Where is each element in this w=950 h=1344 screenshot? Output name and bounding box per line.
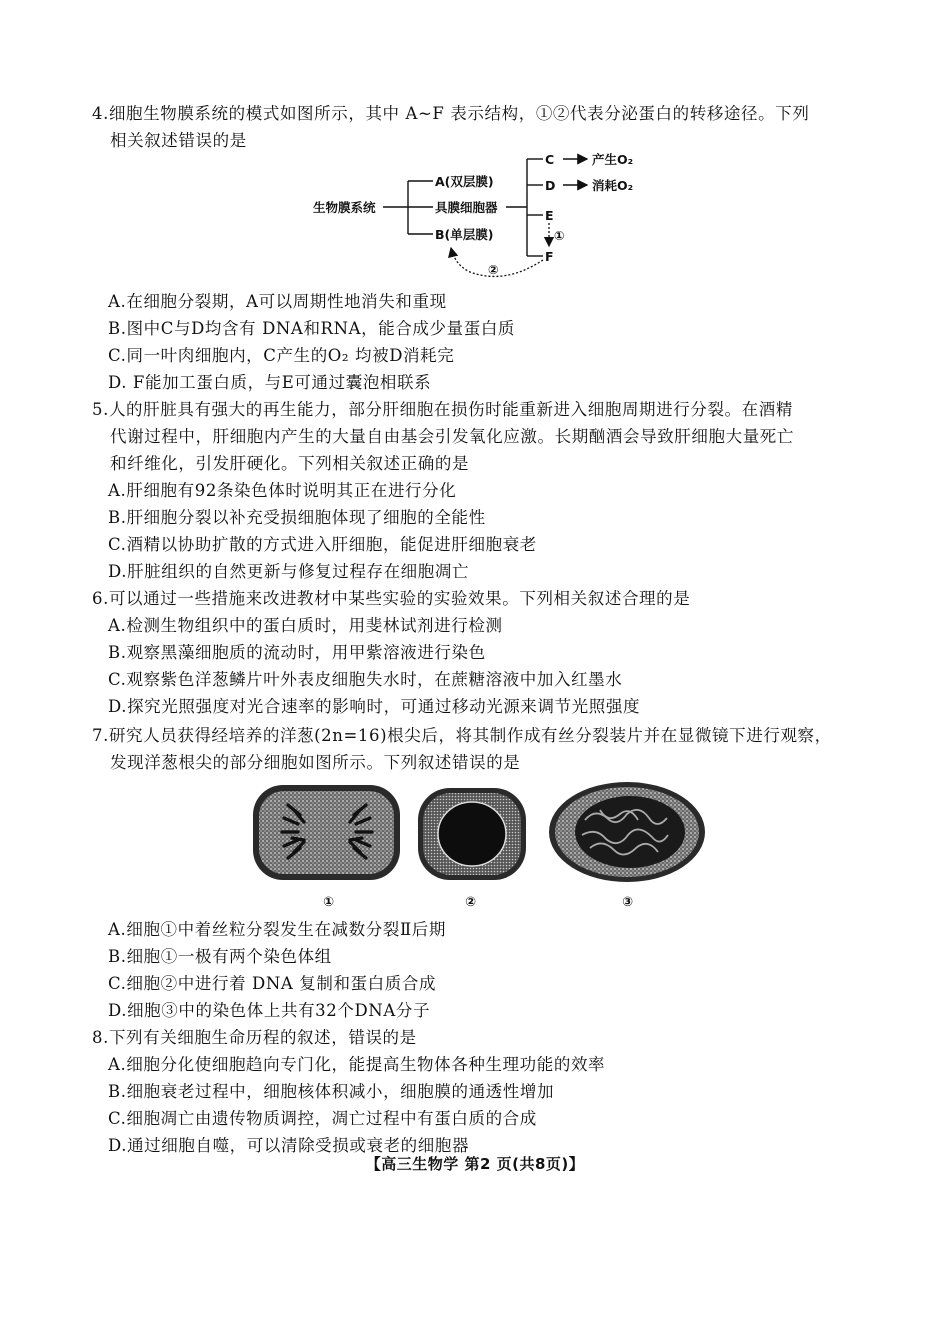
diagram-label-b: B(单层膜) <box>435 227 494 242</box>
q7-option-c: C.细胞②中进行着 DNA 复制和蛋白质合成 <box>108 974 437 993</box>
q8-stem-line1: 8.下列有关细胞生命历程的叙述，错误的是 <box>92 1028 417 1047</box>
q4-option-c: C.同一叶肉细胞内，C产生的O₂ 均被D消耗完 <box>108 346 455 365</box>
q7-stem-line2: 发现洋葱根尖的部分细胞如图所示。下列叙述错误的是 <box>110 753 521 772</box>
q4-option-a: A.在细胞分裂期，A可以周期性地消失和重现 <box>108 292 447 311</box>
diagram-label-d: D <box>545 178 556 193</box>
diagram-label-a: A(双层膜) <box>435 174 494 189</box>
q5-option-d: D.肝脏组织的自然更新与修复过程存在细胞凋亡 <box>108 562 470 581</box>
q8-option-c: C.细胞凋亡由遗传物质调控，凋亡过程中有蛋白质的合成 <box>108 1109 537 1128</box>
cell-1-image <box>253 785 400 880</box>
diagram-label-e: E <box>545 208 554 223</box>
onion-cells-figure <box>250 780 710 915</box>
cell-label-1: ① <box>323 895 335 910</box>
q4-stem-line1: 4.细胞生物膜系统的模式如图所示，其中 A~F 表示结构，①②代表分泌蛋白的转移途径。下列 <box>92 104 810 123</box>
q7-stem-line1: 7.研究人员获得经培养的洋葱(2n=16)根尖后，将其制作成有丝分裂装片并在显微镜下进行观察， <box>92 726 832 745</box>
cell-2-image <box>418 788 526 880</box>
page-footer <box>0 1153 950 1174</box>
q4-option-d: D. F能加工蛋白质，与E可通过囊泡相联系 <box>108 373 432 392</box>
cell-label-2: ② <box>465 895 477 910</box>
diagram-d-output: 消耗O₂ <box>592 178 634 193</box>
q5-stem-line1: 5.人的肝脏具有强大的再生能力，部分肝细胞在损伤时能重新进入细胞周期进行分裂。在酒精 <box>92 400 793 419</box>
q7-option-d: D.细胞③中的染色体上共有32个DNA分子 <box>108 1001 431 1020</box>
q6-option-b: B.观察黑藻细胞质的流动时，用甲紫溶液进行染色 <box>108 643 486 662</box>
cell-3-image <box>549 782 705 882</box>
diagram-path-2: ② <box>488 262 499 277</box>
q8-option-a: A.细胞分化使细胞趋向专门化，能提高生物体各种生理功能的效率 <box>108 1055 606 1074</box>
q6-stem-line1: 6.可以通过一些措施来改进教材中某些实验的实验效果。下列相关叙述合理的是 <box>92 589 691 608</box>
membrane-system-diagram <box>305 150 665 285</box>
q7-option-a: A.细胞①中着丝粒分裂发生在减数分裂Ⅱ后期 <box>108 920 446 939</box>
q7-option-b: B.细胞①一极有两个染色体组 <box>108 947 332 966</box>
q5-option-b: B.肝细胞分裂以补充受损细胞体现了细胞的全能性 <box>108 508 486 527</box>
q5-stem-line2: 代谢过程中，肝细胞内产生的大量自由基会引发氧化应激。长期酗酒会导致肝细胞大量死亡 <box>110 427 794 446</box>
diagram-label-c: C <box>545 152 555 167</box>
page-footer-text: 【高三生物学 第2 页(共8页)】 <box>365 1155 585 1173</box>
q5-option-a: A.肝细胞有92条染色体时说明其正在进行分化 <box>108 481 457 500</box>
q6-option-d: D.探究光照强度对光合速率的影响时，可通过移动光源来调节光照强度 <box>108 697 641 716</box>
diagram-c-output: 产生O₂ <box>592 152 634 167</box>
q8-option-b: B.细胞衰老过程中，细胞核体积减小，细胞膜的通透性增加 <box>108 1082 555 1101</box>
diagram-label-mid: 具膜细胞器 <box>435 200 498 215</box>
q8-option-d: D.通过细胞自噬，可以清除受损或衰老的细胞器 <box>108 1136 470 1155</box>
cell-label-3: ③ <box>622 895 634 910</box>
q5-option-c: C.酒精以协助扩散的方式进入肝细胞，能促进肝细胞衰老 <box>108 535 537 554</box>
diagram-label-f: F <box>545 249 554 264</box>
diagram-root-label: 生物膜系统 <box>313 200 376 215</box>
diagram-path-1: ① <box>554 228 565 243</box>
q4-option-b: B.图中C与D均含有 DNA和RNA，能合成少量蛋白质 <box>108 319 516 338</box>
q5-stem-line3: 和纤维化，引发肝硬化。下列相关叙述正确的是 <box>110 454 470 473</box>
q6-option-c: C.观察紫色洋葱鳞片叶外表皮细胞失水时，在蔗糖溶液中加入红墨水 <box>108 670 623 689</box>
q4-stem-line2: 相关叙述错误的是 <box>110 131 247 150</box>
q6-option-a: A.检测生物组织中的蛋白质时，用斐林试剂进行检测 <box>108 616 503 635</box>
